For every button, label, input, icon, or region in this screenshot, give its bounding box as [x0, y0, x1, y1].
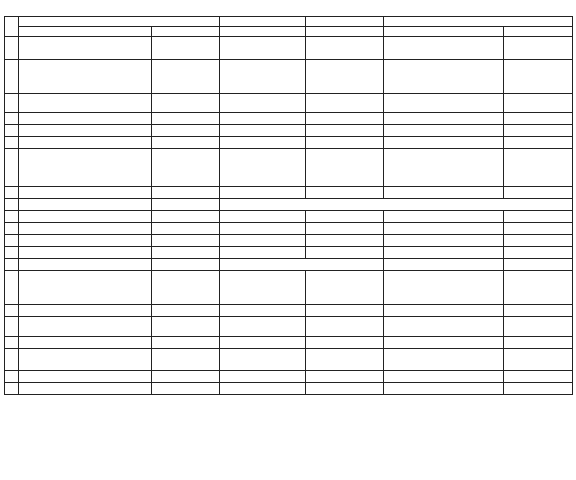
current-route: [19, 94, 152, 113]
header-route-name: [19, 27, 152, 37]
first-date: [504, 383, 573, 395]
first-date: [504, 317, 573, 337]
table-row: [5, 113, 573, 125]
row-number: [5, 337, 19, 349]
current-date: [152, 337, 220, 349]
first-route: [384, 137, 504, 149]
spanning-note: [220, 199, 573, 211]
designation-date: [306, 60, 384, 94]
designation-route: [220, 187, 306, 199]
designation-route: [220, 37, 306, 60]
designation-date: [306, 235, 384, 247]
current-date: [152, 113, 220, 125]
first-date: [504, 113, 573, 125]
current-route: [19, 113, 152, 125]
designation-route: [220, 317, 306, 337]
current-date: [152, 371, 220, 383]
designation-route: [220, 60, 306, 94]
header-current: [19, 17, 220, 27]
current-route: [19, 349, 152, 371]
table-row: [5, 149, 573, 187]
current-date: [152, 271, 220, 305]
row-number: [5, 305, 19, 317]
header-changed: [306, 17, 384, 27]
first-route: [384, 383, 504, 395]
table-row: [5, 37, 573, 60]
first-route: [384, 247, 504, 259]
current-date: [152, 60, 220, 94]
first-date: [504, 305, 573, 317]
first-route: [384, 149, 504, 187]
designation-route: [220, 223, 306, 235]
designation-date: [306, 317, 384, 337]
current-route: [19, 149, 152, 187]
header-designated-time-3: [504, 27, 573, 37]
current-date: [152, 259, 220, 271]
header-first-certified: [384, 17, 573, 27]
table-row: [5, 305, 573, 317]
first-route: [384, 271, 504, 305]
row-number: [5, 199, 19, 211]
table-row: [5, 199, 573, 211]
table-row: [5, 371, 573, 383]
designation-route: [220, 247, 306, 259]
current-date: [152, 317, 220, 337]
designation-date: [306, 211, 384, 223]
current-route: [19, 125, 152, 137]
current-route: [19, 337, 152, 349]
current-route: [19, 247, 152, 259]
first-date: [504, 235, 573, 247]
row-number: [5, 235, 19, 247]
table-row: [5, 125, 573, 137]
designation-route: [220, 337, 306, 349]
spanning-note: [220, 259, 384, 271]
designation-route: [220, 113, 306, 125]
first-route: [384, 187, 504, 199]
first-date: [504, 259, 573, 271]
table-row: [5, 137, 573, 149]
first-date: [504, 349, 573, 371]
current-date: [152, 125, 220, 137]
first-route: [384, 37, 504, 60]
table-row: [5, 211, 573, 223]
current-route: [19, 271, 152, 305]
first-route: [384, 94, 504, 113]
designation-date: [306, 137, 384, 149]
first-route: [384, 60, 504, 94]
current-route: [19, 235, 152, 247]
table-row: [5, 317, 573, 337]
designation-date: [306, 383, 384, 395]
first-route: [384, 371, 504, 383]
designation-date: [306, 113, 384, 125]
first-date: [504, 60, 573, 94]
designation-date: [306, 149, 384, 187]
current-date: [152, 37, 220, 60]
table-row: [5, 235, 573, 247]
table-row: [5, 271, 573, 305]
designation-date: [306, 125, 384, 137]
table-row: [5, 349, 573, 371]
current-date: [152, 305, 220, 317]
table-row: [5, 259, 573, 271]
row-number: [5, 125, 19, 137]
current-date: [152, 349, 220, 371]
current-route: [19, 371, 152, 383]
row-number: [5, 37, 19, 60]
current-date: [152, 235, 220, 247]
current-date: [152, 383, 220, 395]
designation-route: [220, 349, 306, 371]
current-route: [19, 211, 152, 223]
first-route: [384, 349, 504, 371]
first-date: [504, 271, 573, 305]
designation-route: [220, 94, 306, 113]
designation-route: [220, 149, 306, 187]
row-number: [5, 271, 19, 305]
designation-route: [220, 125, 306, 137]
current-route: [19, 137, 152, 149]
current-date: [152, 187, 220, 199]
first-date: [504, 125, 573, 137]
first-route: [384, 337, 504, 349]
header-designated-time: [152, 27, 220, 37]
table-row: [5, 223, 573, 235]
designation-date: [306, 94, 384, 113]
first-date: [504, 187, 573, 199]
table-row: [5, 383, 573, 395]
road-changes-table: [4, 16, 573, 395]
designation-route: [220, 371, 306, 383]
designation-date: [306, 37, 384, 60]
row-number: [5, 259, 19, 271]
current-date: [152, 223, 220, 235]
first-route: [384, 223, 504, 235]
current-route: [19, 223, 152, 235]
designation-route: [220, 383, 306, 395]
first-date: [504, 337, 573, 349]
designation-date: [306, 271, 384, 305]
current-route: [19, 383, 152, 395]
row-number: [5, 317, 19, 337]
current-route: [19, 37, 152, 60]
row-number: [5, 60, 19, 94]
current-route: [19, 305, 152, 317]
page-title: [0, 3, 576, 17]
designation-route: [220, 235, 306, 247]
first-route: [384, 125, 504, 137]
header-row-top: [5, 17, 573, 27]
row-number: [5, 94, 19, 113]
designation-route: [220, 211, 306, 223]
row-number: [5, 211, 19, 223]
first-date: [504, 37, 573, 60]
designation-route: [220, 305, 306, 317]
row-number: [5, 247, 19, 259]
first-date: [504, 137, 573, 149]
current-route: [19, 259, 152, 271]
first-route: [384, 259, 504, 271]
designation-date: [306, 305, 384, 317]
current-date: [152, 247, 220, 259]
first-route: [384, 113, 504, 125]
header-row-bottom: [5, 27, 573, 37]
current-route: [19, 187, 152, 199]
designation-date: [306, 349, 384, 371]
current-date: [152, 137, 220, 149]
first-date: [504, 94, 573, 113]
current-date: [152, 199, 220, 211]
row-number: [5, 383, 19, 395]
header-corner-cell: [5, 17, 19, 37]
first-date: [504, 149, 573, 187]
current-route: [19, 60, 152, 94]
current-route: [19, 199, 152, 211]
current-date: [152, 94, 220, 113]
table-row: [5, 60, 573, 94]
header-route-name-2: [220, 27, 306, 37]
current-route: [19, 317, 152, 337]
row-number: [5, 113, 19, 125]
row-number: [5, 137, 19, 149]
current-date: [152, 149, 220, 187]
first-date: [504, 223, 573, 235]
header-designated-time-2: [306, 27, 384, 37]
table-row: [5, 337, 573, 349]
designation-date: [306, 371, 384, 383]
first-route: [384, 317, 504, 337]
first-date: [504, 211, 573, 223]
header-route-name-3: [384, 27, 504, 37]
first-route: [384, 305, 504, 317]
designation-date: [306, 187, 384, 199]
first-route: [384, 211, 504, 223]
designation-date: [306, 247, 384, 259]
table-row: [5, 94, 573, 113]
designation-date: [306, 223, 384, 235]
table-row: [5, 247, 573, 259]
first-date: [504, 247, 573, 259]
first-date: [504, 371, 573, 383]
row-number: [5, 149, 19, 187]
row-number: [5, 187, 19, 199]
designation-route: [220, 137, 306, 149]
table-row: [5, 187, 573, 199]
row-number: [5, 371, 19, 383]
row-number: [5, 223, 19, 235]
header-designation: [220, 17, 306, 27]
first-route: [384, 235, 504, 247]
current-date: [152, 211, 220, 223]
designation-route: [220, 271, 306, 305]
designation-date: [306, 337, 384, 349]
row-number: [5, 349, 19, 371]
